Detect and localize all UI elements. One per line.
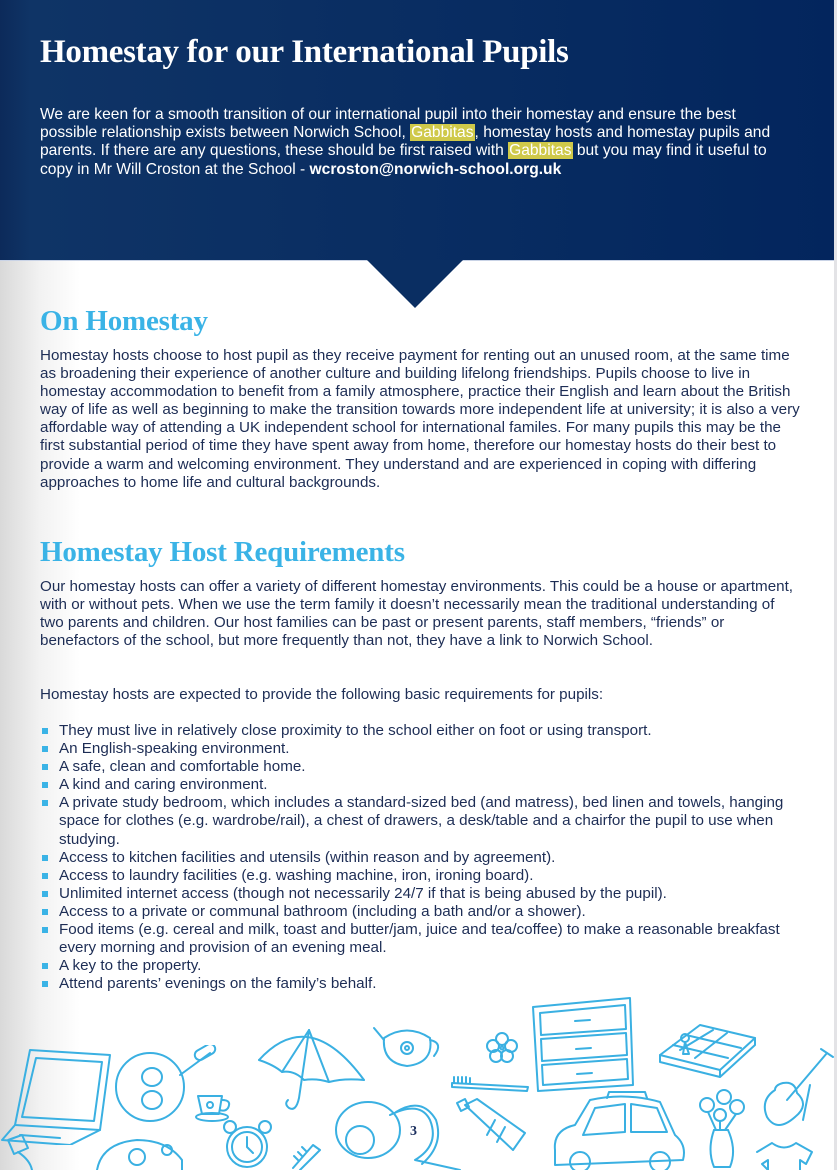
household-illustrations (0, 990, 834, 1170)
list-item-text: Food items (e.g. cereal and milk, toast and butter/jam, juice and tea/coffee) to make a reasonable breakfast every morning and provision of an evening meal. (59, 921, 780, 957)
toothbrush-icon (450, 1075, 530, 1095)
tape-measure-icon (0, 1130, 40, 1170)
list-item-text: Access to kitchen facilities and utensils (within reason and by agreement). (59, 848, 556, 866)
section-title-host-requirements: Homestay Host Requirements (40, 536, 405, 568)
list-item-text: Attend parents’ evenings on the family’s behalf. (59, 975, 377, 993)
alarm-clock-icon (215, 1115, 280, 1170)
section-title-on-homestay: On Homestay (40, 305, 208, 337)
list-item (40, 903, 800, 921)
page-number: 3 (410, 1124, 417, 1139)
list-item-text: A safe, clean and comfortable home. (59, 758, 306, 776)
list-item-text: A kind and caring environment. (59, 776, 268, 794)
intro-text: We are keen for a smooth transition of our international pupil into their homestay and ensure the best possible relationship exists between Norwich School, (40, 106, 736, 142)
square-bullet-icon (42, 927, 48, 933)
list-item-text: A key to the property. (59, 957, 202, 975)
car-icon (545, 1090, 690, 1170)
list-item-text: An English-speaking environment. (59, 740, 290, 758)
list-item-text: They must live in relatively close proximity to the school either on foot or using transport. (59, 722, 652, 739)
list-item (40, 758, 800, 776)
flower-icon (485, 1030, 520, 1065)
on-homestay-paragraph: Homestay hosts choose to host pupil as they receive payment for renting out an unused room, at the same time as broadening their experience of another culture and building lifelong friendships. Pupils choose to live in homestay accommodation to benefit from a family atmosphere, practice their English and learn about the British way of life as well as beginning to make the transition towards more independent life at university; it is also a very affordable way of attending a UK independent school for international familes. For many pupils this may be the first substantial period of time they have spent away from home, therefore our homestay hosts do their best to provide a warm and welcoming environment. They understand and are experienced in coping with differing approaches to home life and cultural backgrounds. (40, 347, 800, 491)
list-item-text: Access to a private or communal bathroom (including a bath and/or a shower). (59, 902, 586, 920)
square-bullet-icon (42, 873, 48, 879)
list-item (40, 921, 800, 957)
square-bullet-icon (42, 855, 48, 861)
square-bullet-icon (42, 800, 48, 806)
intro-text: , homestay hosts and homestay pupils and parents. If there are any questions, these should be first raised with (40, 124, 771, 160)
comb-icon (288, 1140, 328, 1170)
list-item (40, 722, 800, 740)
list-item (40, 740, 800, 758)
list-item (40, 776, 800, 794)
square-bullet-icon (42, 782, 48, 788)
page-title: Homestay for our International Pupils (40, 34, 569, 70)
tshirt-icon (752, 1140, 817, 1170)
chessboard-icon (655, 1020, 760, 1085)
square-bullet-icon (42, 963, 48, 969)
violin-icon (755, 1045, 834, 1135)
vacuum-cleaner-icon (330, 1090, 470, 1170)
toothpaste-icon (455, 1095, 530, 1155)
list-item-text: A private study bedroom, which includes a standard-sized bed (and matress), bed linen and towels, hanging space for clothes (e.g. wardrobe/rail), a chest of drawers, a desk/table and a chairfor the pupil to use when studying. (59, 794, 784, 848)
intro-paragraph (40, 106, 780, 179)
list-item (40, 885, 800, 903)
list-item (40, 957, 800, 975)
square-bullet-icon (42, 746, 48, 752)
square-bullet-icon (42, 909, 48, 915)
square-bullet-icon (42, 981, 48, 987)
requirements-list-intro: Homestay hosts are expected to provide the following basic requirements for pupils: (40, 686, 604, 703)
iron-icon (92, 1135, 187, 1170)
list-item (40, 849, 800, 867)
flower-vase-icon (692, 1085, 752, 1170)
square-bullet-icon (42, 764, 48, 770)
list-item-text: Access to laundry facilities (e.g. washing machine, iron, ironing board). (59, 866, 534, 884)
intro-text: but you may find it useful to copy in Mr Will Croston at the School - (40, 142, 767, 178)
header-banner (0, 0, 834, 261)
requirements-paragraph: Our homestay hosts can offer a variety of different homestay environments. This could be a house or apartment, with or without pets. When we use the term family it doesn’t necessarily mean the traditional understanding of two parents and children. Our host families can be past or present parents, staff members, “friends” or benefactors of the school, but more frequently than not, they have a link to Norwich School. (40, 578, 794, 650)
chest-of-drawers-icon (530, 995, 640, 1095)
list-item (40, 867, 800, 885)
square-bullet-icon (42, 891, 48, 897)
contact-email-link[interactable]: wcroston@norwich-school.org.uk (309, 160, 562, 178)
square-bullet-icon (42, 728, 48, 734)
highlight-gabbitas: Gabbitas (411, 124, 474, 142)
requirements-list (40, 722, 800, 993)
list-item-text: Unlimited internet access (though not necessarily 24/7 if that is being abused by the pupil). (59, 884, 667, 902)
highlight-gabbitas: Gabbitas (509, 142, 572, 160)
banner-pointer-triangle (367, 260, 463, 308)
list-item (40, 794, 800, 848)
teapot-icon (372, 1018, 447, 1073)
